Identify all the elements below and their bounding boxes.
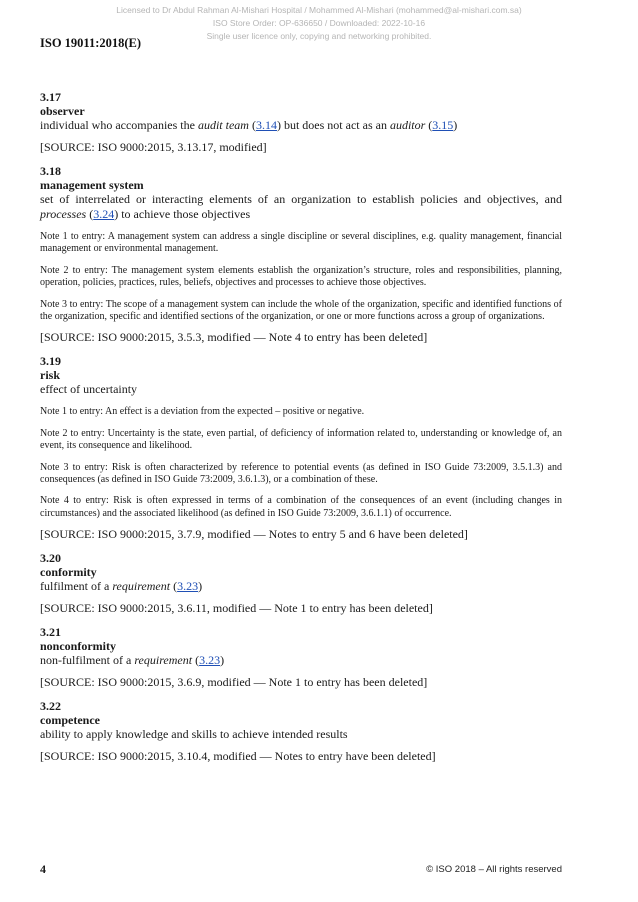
term-number: 3.21	[40, 625, 61, 640]
term-source: [SOURCE: ISO 9000:2015, 3.6.9, modified — Note 1 to entry has been deleted]	[40, 675, 428, 690]
licence-watermark-line-2: ISO Store Order: OP-636650 / Downloaded: 2022-10-16	[212, 18, 426, 28]
cross-reference-link[interactable]: 3.23	[177, 579, 199, 594]
licence-watermark-line-3: Single user licence only, copying and networking prohibited.	[206, 31, 432, 41]
term-definition: effect of uncertainty	[40, 382, 138, 397]
definition-text: individual who accompanies the	[40, 118, 198, 132]
term-definition	[40, 653, 562, 668]
document-body	[40, 90, 562, 773]
cross-reference-link[interactable]: 3.15	[432, 118, 454, 132]
cross-reference-link[interactable]: 3.24	[93, 207, 115, 221]
definition-text: (	[86, 207, 94, 221]
term-entry-3-21	[40, 625, 562, 690]
term-name: nonconformity	[40, 639, 116, 654]
definition-text: (	[170, 579, 178, 594]
term-name: competence	[40, 713, 100, 728]
definition-text: ) to achieve those objectives	[114, 207, 251, 221]
document-header: ISO 19011:2018(E)	[40, 36, 142, 50]
term-source: [SOURCE: ISO 9000:2015, 3.10.4, modified — Notes to entry have been deleted]	[40, 749, 436, 764]
definition-italic-term: audit team	[197, 118, 249, 132]
term-definition	[40, 579, 562, 594]
term-number: 3.19	[40, 354, 61, 369]
definition-text: ) but does not act as an	[276, 118, 390, 132]
copyright-notice: © ISO 2018 – All rights reserved	[426, 864, 562, 875]
definition-text: (	[248, 118, 256, 132]
definition-text: )	[198, 579, 203, 594]
term-source: [SOURCE: ISO 9000:2015, 3.7.9, modified — Notes to entry 5 and 6 have been deleted]	[40, 527, 468, 542]
definition-italic-term: processes	[40, 207, 87, 221]
definition-italic-term: requirement	[134, 653, 193, 668]
cross-reference-link[interactable]: 3.14	[255, 118, 277, 132]
term-definition	[40, 192, 562, 222]
licence-watermark-line-1: Licensed to Dr Abdul Rahman Al-Mishari Hospital / Mohammed Al-Mishari (mohammed@al-mishari.com.sa)	[116, 5, 522, 15]
term-number: 3.18	[40, 164, 61, 178]
term-name: risk	[40, 368, 61, 383]
term-definition: ability to apply knowledge and skills to achieve intended results	[40, 727, 348, 742]
note-to-entry: Note 3 to entry: The scope of a management system can include the whole of the organization, specific and identified functions of the organization, specific and identified sections of the organization, or one or more functions across a group of organizations.	[40, 298, 562, 323]
note-to-entry: Note 2 to entry: Uncertainty is the state, even partial, of deficiency of information related to, understanding or knowledge of, an event, its consequence and likelihood.	[40, 427, 562, 452]
term-entry-3-20	[40, 551, 562, 616]
term-source: [SOURCE: ISO 9000:2015, 3.13.17, modified]	[40, 140, 267, 154]
note-to-entry: Note 4 to entry: Risk is often expressed in terms of a combination of the consequences of an event (including changes in circumstances) and the associated likelihood (as defined in ISO Guide 73:2009, 3.6.1.1) of occurrence.	[40, 495, 562, 519]
term-number: 3.17	[40, 90, 61, 104]
definition-text: (	[425, 118, 433, 132]
term-number: 3.22	[40, 699, 61, 714]
term-source: [SOURCE: ISO 9000:2015, 3.5.3, modified — Note 4 to entry has been deleted]	[40, 330, 428, 345]
note-to-entry: Note 3 to entry: Risk is often characterized by reference to potential events (as defined in ISO Guide 73:2009, 3.5.1.3) and consequences (as defined in ISO Guide 73:2009, 3.6.1.3), or a combination of these.	[40, 461, 562, 486]
term-number: 3.20	[40, 551, 61, 566]
term-definition	[40, 118, 562, 133]
definition-italic-term: requirement	[112, 579, 171, 594]
definition-text: )	[220, 653, 225, 668]
definition-italic-term: auditor	[389, 118, 426, 132]
definition-text: fulfilment of a	[40, 579, 113, 594]
term-entry-3-17	[40, 90, 562, 155]
definition-text: )	[453, 118, 458, 132]
term-entry-3-22	[40, 699, 562, 764]
term-source: [SOURCE: ISO 9000:2015, 3.6.11, modified — Note 1 to entry has been deleted]	[40, 601, 433, 616]
definition-text: set of interrelated or interacting elements of an organization to establish policies and objectives, and	[40, 192, 562, 206]
page-number: 4	[40, 862, 46, 876]
term-name: management system	[40, 178, 144, 192]
note-to-entry: Note 1 to entry: A management system can address a single discipline or several disciplines, e.g. quality management, financial management or environmental management.	[40, 231, 562, 255]
note-to-entry: Note 2 to entry: The management system elements establish the organization’s structure, roles and responsibilities, planning, operation, policies, practices, rules, beliefs, objectives and processes to achieve those objectives.	[40, 264, 562, 289]
term-name: conformity	[40, 565, 97, 580]
cross-reference-link[interactable]: 3.23	[199, 653, 221, 668]
term-entry-3-19	[40, 354, 562, 542]
definition-text: non-fulfilment of a	[40, 653, 135, 668]
term-entry-3-18	[40, 164, 562, 345]
term-name: observer	[40, 104, 85, 118]
note-to-entry: Note 1 to entry: An effect is a deviation from the expected – positive or negative.	[40, 406, 365, 418]
definition-text: (	[192, 653, 200, 668]
